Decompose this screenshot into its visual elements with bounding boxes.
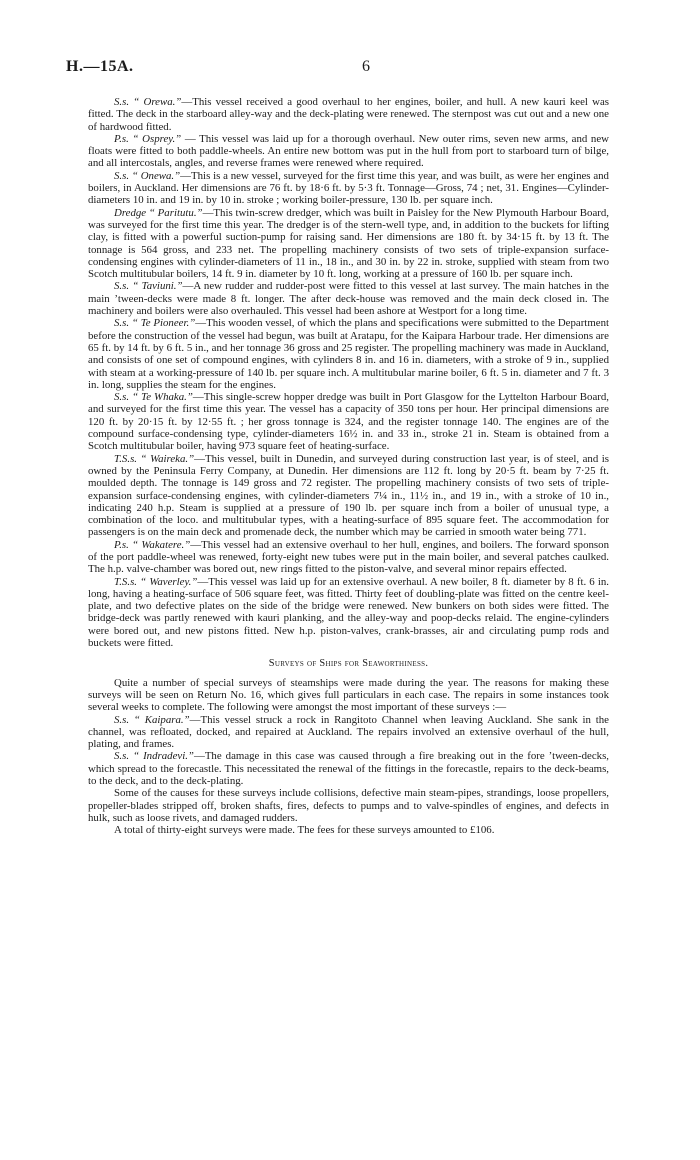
vessel-prefix: S.s. — [114, 391, 130, 404]
vessel-text: —The damage in this case was caused through a fire breaking out in the fore ’tween-decks, which spread to the forecastle. This necessitated the renewal of the fittings in the forecastle, repairs to the deck-beams, to the deck, and to the deck-plating. — [88, 750, 609, 788]
vessel-text: —This vessel received a good overhaul to her engines, boiler, and hull. A new kauri keel was fitted. The deck in the starboard alley-way and the deck-plating were renewed. The sternpost was cut out and a new one of hardwood fitted. — [88, 96, 609, 133]
vessel-paragraph — [88, 576, 609, 650]
vessel-name: “ Onewa.” — [131, 169, 181, 182]
section-heading: Surveys of Ships for Seaworthiness. — [268, 658, 429, 670]
vessel-name: “ Paritutu.” — [148, 206, 203, 219]
vessel-paragraph — [88, 96, 609, 133]
vessel-paragraph — [88, 750, 609, 787]
vessel-prefix: S.s. — [114, 713, 130, 726]
section-intro: Quite a number of special surveys of steamships were made during the year. The reasons for making these surveys will be seen on Return No. 16, which gives full particulars in each case. The repairs in some instances took several weeks to complete. The following were amongst the most important of these surveys :— — [88, 676, 609, 714]
vessel-prefix: T.S.s. — [114, 452, 138, 465]
vessel-paragraph — [88, 391, 609, 452]
vessel-name: “ Kaipara.” — [133, 713, 190, 726]
vessel-paragraph — [88, 280, 609, 317]
vessel-paragraph — [88, 714, 609, 751]
vessel-paragraph — [88, 539, 609, 576]
vessel-text: —This vessel had an extensive overhaul to her hull, engines, and boilers. The forward sponson of the port paddle-wheel was renewed, forty-eight new tubes were put in the main boiler, and several patches caulked. The h.p. valve-chamber was bored out, new rings fitted to the piston-valve, and several minor repairs effected. — [88, 538, 609, 576]
vessel-prefix: S.s. — [114, 169, 130, 182]
vessel-paragraph — [88, 170, 609, 207]
vessel-prefix: S.s. — [114, 280, 130, 293]
document-body — [88, 96, 609, 837]
vessel-prefix: S.s. — [114, 317, 130, 330]
document-reference: H.—15A. — [66, 58, 134, 75]
vessel-prefix: P.s. — [114, 132, 129, 145]
vessel-paragraph — [88, 453, 609, 539]
vessel-prefix: Dredge — [114, 206, 147, 219]
vessel-text: —This vessel, built in Dunedin, and surveyed during construction last year, is of steel, and is owned by the Peninsula Ferry Company, at Dunedin. Her dimensions are 112 ft. long by 20·5 ft. beam by 7·25 ft. moulded depth. The tonnage is 149 gross and 72 register. The propelling machinery consists of two sets of triple-expansion surface-condensing engines, with cylinder-diameters 7¼ in., 11½ in., and 19 in., with a stroke of 10 in., indicating 240 h.p. Steam is supplied at a pressure of 190 lb. per square inch from a boiler of unusual type, a combination of the loco. and multitubular types, with a heating-surface of 895 square feet. The accommodation for passengers is on the main deck and promenade deck, the number which may be carried in smooth water being 771. — [88, 452, 609, 539]
vessel-paragraph — [88, 207, 609, 281]
vessel-prefix: P.s. — [114, 538, 129, 551]
vessel-text: —This vessel was laid up for an extensive overhaul. A new boiler, 8 ft. diameter by 8 ft. 6 in. long, having a heating-surface of 506 square feet, was fitted. Thirty feet of doubling-plate was fitted on the centre keel-plate, and two defective plates on the side of the bridge were renewed. New bunkers on both sides were fitted. The bridge-deck was partly renewed with kauri planking, and the alley-way and poop-decks relaid. The engine-cylinders were bored out, and new pistons fitted. New h.p. piston-valves, crank-brasses, air and circulating pump rods and buckets were fitted. — [88, 575, 609, 650]
vessel-name: “ Osprey.” — [132, 132, 182, 145]
causes-paragraph: Some of the causes for these surveys include collisions, defective main steam-pipes, strandings, loose propellers, propeller-blades stripped off, broken shafts, fires, defects to pumps and to valve-spindles of engines, and defects in hulk, such as loose rivets, and damaged rudders. — [88, 787, 609, 824]
vessel-text: —A new rudder and rudder-post were fitted to this vessel at last survey. The main hatches in the main ’tween-decks were made 8 ft. longer. The after deck-house was removed and the main deck closed in. The machinery and boilers were also overhauled. This vessel had been ashore at Westport for a long time. — [88, 280, 609, 318]
total-paragraph: A total of thirty-eight surveys were made. The fees for these surveys amounted to £106. — [114, 824, 495, 837]
vessel-text: — This vessel was laid up for a thorough overhaul. New outer rims, seven new arms, and new floats were fitted to both paddle-wheels. An entire new bottom was put in the hull from port to starboard turn of bilge, and all intercostals, angles, and reverse frames were renewed where required. — [88, 132, 609, 170]
vessel-name: “ Taviuni.” — [132, 280, 183, 293]
vessel-text: —This is a new vessel, surveyed for the first time this year, and was built, as were her engines and boilers, in Auckland. Her dimensions are 76 ft. by 18·6 ft. by 5·3 ft. Tonnage—Gross, 74 ; net, 31. Engines—Cylinder-diameters 10 in. and 19 in. by 10 in. stroke ; working boiler-pressure, 130 lb. per square inch. — [88, 169, 609, 207]
page-number: 6 — [362, 58, 370, 75]
vessel-paragraph — [88, 133, 609, 170]
vessel-name: “ Waverley.” — [140, 575, 198, 588]
vessel-name: “ Te Pioneer.” — [131, 317, 196, 330]
vessel-text: —This vessel struck a rock in Rangitoto Channel when leaving Auckland. She sank in the channel, was refloated, docked, and repaired at Auckland. The repairs involved an extensive overhaul of the hull, plating, and frames. — [88, 713, 609, 751]
vessel-name: “ Orewa.” — [133, 96, 182, 108]
vessel-prefix: S.s. — [114, 96, 130, 108]
page-header — [66, 58, 632, 80]
vessel-name: “ Te Whaka.” — [132, 391, 193, 404]
vessel-name: “ Waireka.” — [140, 452, 195, 465]
vessel-paragraph — [88, 317, 609, 391]
vessel-name: “ Wakatere.” — [132, 538, 191, 551]
vessel-text: —This twin-screw dredger, which was built in Paisley for the New Plymouth Harbour Board, was surveyed for the first time this year. The dredger is of the stern-well type, and, in addition to the buckets for lifting clay, is fitted with a powerful suction-pump for raising sand. Her dimensions are 180 ft. by 34·15 ft. by 13 ft. The tonnage is 564 gross, and 233 net. The propelling machinery consists of two sets of triple-expansion surface-condensing engines with cylinder-diameters of 11 in., 18 in., and 30 in. by 22 in. stroke, supplied with steam from two Scotch multitubular boilers, 14 ft. 9 in. diameter by 10 ft. long, working at a pressure of 160 lb. per square inch. — [88, 206, 609, 281]
vessel-prefix: T.S.s. — [114, 575, 138, 588]
vessel-text: —This single-screw hopper dredge was built in Port Glasgow for the Lyttelton Harbour Board, and surveyed for the first time this year. The vessel has a capacity of 350 tons per hour. Her principal dimensions are 120 ft. by 20·15 ft. by 12·55 ft. ; her gross tonnage is 324, and the register tonnage 140. The engines are of the compound surface-condensing type, cylinder-diameters 16½ in. and 33 in., stroke 21 in. Steam is obtained from a Scotch multitubular boiler, having 973 square feet of heating-surface. — [88, 391, 609, 453]
vessel-text: —This wooden vessel, of which the plans and specifications were submitted to the Department before the construction of the vessel had begun, was built at Aratapu, for the Kaipara Harbour trade. Her dimensions are 65 ft. by 14 ft. by 6 ft. 5 in., and her tonnage 36 gross and 25 register. The propelling machinery was made in Auckland, and consists of one set of compound engines, with cylinders 8 in. and 16 in. diameters, with a stroke of 9 in., supplied with steam at a working-pressure of 140 lb. per square inch. A multitubular marine boiler, 6 ft. 5 in. diameter and 7 ft. 3 in. long, supplies the steam for the engines. — [88, 317, 610, 391]
vessel-name: “ Indradevi.” — [133, 750, 194, 763]
vessel-prefix: S.s. — [114, 750, 130, 763]
